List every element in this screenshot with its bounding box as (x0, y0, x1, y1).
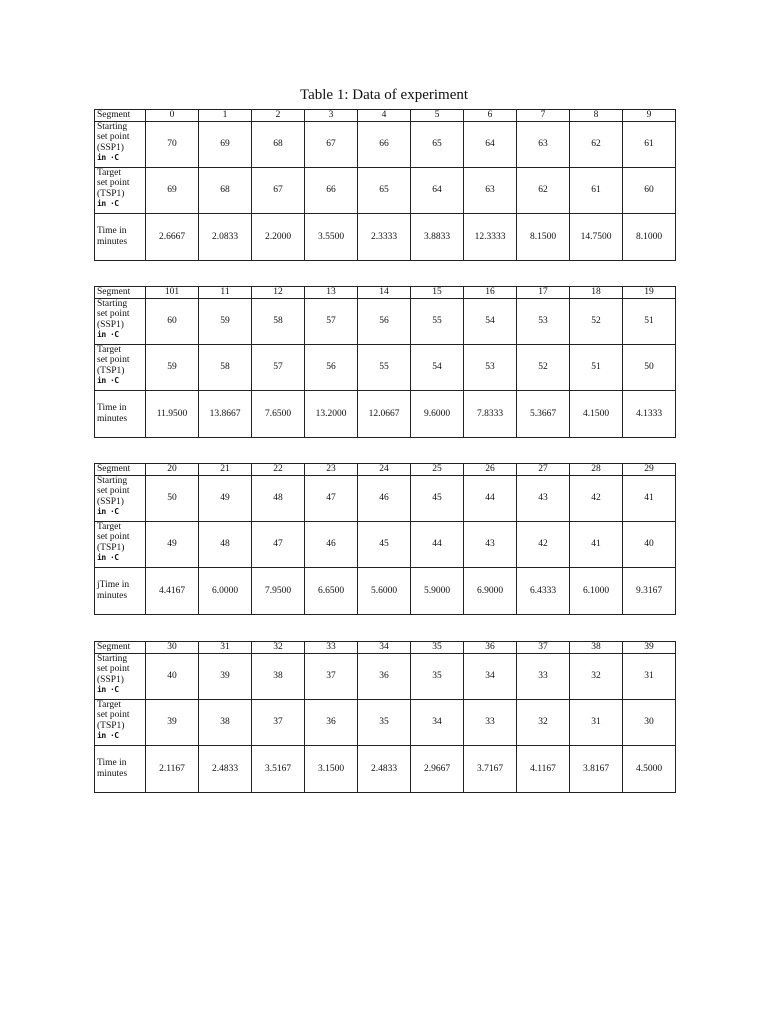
target-set-point-cell: 42 (517, 521, 570, 567)
segment-cell: 8 (570, 110, 623, 122)
starting-set-point-cell: 69 (199, 121, 252, 167)
target-set-point-cell: 50 (623, 344, 676, 390)
data-table-2 (94, 286, 676, 438)
target-set-point-cell: 47 (252, 521, 305, 567)
starting-set-point-row (95, 298, 676, 344)
target-set-point-row (95, 167, 676, 213)
segment-cell: 22 (252, 464, 305, 476)
target-set-point-cell: 64 (411, 167, 464, 213)
target-set-point-cell: 52 (517, 344, 570, 390)
starting-set-point-cell: 38 (252, 653, 305, 699)
segment-row-label: Segment (95, 464, 146, 476)
starting-set-point-row-label (95, 475, 146, 521)
data-table-4 (94, 641, 676, 793)
starting-set-point-cell: 40 (146, 653, 199, 699)
time-label-line: minutes (97, 413, 128, 424)
starting-set-point-row-label (95, 653, 146, 699)
starting-set-point-cell: 37 (305, 653, 358, 699)
segment-cell: 23 (305, 464, 358, 476)
time-cell: 9.3167 (623, 567, 676, 614)
starting-set-point-label-line: set point (97, 486, 130, 496)
target-set-point-cell: 43 (464, 521, 517, 567)
time-cell: 7.8333 (464, 390, 517, 437)
starting-set-point-label-line: set point (97, 132, 130, 142)
starting-set-point-label-line: set point (97, 309, 130, 319)
target-set-point-cell: 55 (358, 344, 411, 390)
segment-cell: 3 (305, 110, 358, 122)
segment-row (95, 287, 676, 299)
time-cell: 4.1167 (517, 745, 570, 792)
target-set-point-label-line: (TSP1) (97, 542, 125, 553)
time-label-line: minutes (97, 768, 128, 779)
target-set-point-cell: 68 (199, 167, 252, 213)
starting-set-point-cell: 50 (146, 475, 199, 521)
starting-set-point-row (95, 121, 676, 167)
starting-set-point-label-line: (SSP1) (97, 496, 124, 507)
target-set-point-row (95, 344, 676, 390)
segment-cell: 6 (464, 110, 517, 122)
segment-cell: 29 (623, 464, 676, 476)
target-set-point-row-label (95, 521, 146, 567)
starting-set-point-cell: 59 (199, 298, 252, 344)
segment-cell: 14 (358, 287, 411, 299)
starting-set-point-label-line: Starting (97, 121, 128, 132)
time-cell: 6.0000 (199, 567, 252, 614)
time-cell: 6.4333 (517, 567, 570, 614)
starting-set-point-row-label (95, 121, 146, 167)
time-cell: 2.4833 (358, 745, 411, 792)
segment-cell: 27 (517, 464, 570, 476)
starting-set-point-cell: 36 (358, 653, 411, 699)
starting-set-point-cell: 31 (623, 653, 676, 699)
target-set-point-cell: 39 (146, 699, 199, 745)
target-set-point-cell: 41 (570, 521, 623, 567)
target-set-point-cell: 58 (199, 344, 252, 390)
segment-row-label: Segment (95, 642, 146, 654)
segment-cell: 101 (146, 287, 199, 299)
target-set-point-row (95, 699, 676, 745)
starting-set-point-cell: 56 (358, 298, 411, 344)
starting-set-point-cell: 55 (411, 298, 464, 344)
time-row (95, 745, 676, 792)
target-set-point-label-line: set point (97, 178, 130, 188)
target-set-point-cell: 53 (464, 344, 517, 390)
time-cell: 4.1333 (623, 390, 676, 437)
target-set-point-cell: 49 (146, 521, 199, 567)
time-cell: 9.6000 (411, 390, 464, 437)
starting-set-point-cell: 53 (517, 298, 570, 344)
starting-set-point-row-label (95, 298, 146, 344)
data-table-3 (94, 463, 676, 615)
time-cell: 5.9000 (411, 567, 464, 614)
starting-set-point-label-line: in ·C (97, 330, 119, 339)
segment-row (95, 464, 676, 476)
segment-cell: 11 (199, 287, 252, 299)
starting-set-point-cell: 47 (305, 475, 358, 521)
time-cell: 4.5000 (623, 745, 676, 792)
segment-cell: 4 (358, 110, 411, 122)
time-label-line: minutes (97, 590, 128, 601)
target-set-point-cell: 35 (358, 699, 411, 745)
segment-row-label: Segment (95, 110, 146, 122)
segment-cell: 19 (623, 287, 676, 299)
time-cell: 4.1500 (570, 390, 623, 437)
time-cell: 2.2000 (252, 213, 305, 260)
starting-set-point-label-line: Starting (97, 653, 128, 664)
segment-cell: 36 (464, 642, 517, 654)
time-label-line: Time in (97, 403, 127, 413)
table-caption: Table 1: Data of experiment (299, 87, 469, 103)
segment-cell: 25 (411, 464, 464, 476)
target-set-point-cell: 57 (252, 344, 305, 390)
target-set-point-cell: 59 (146, 344, 199, 390)
time-cell: 13.8667 (199, 390, 252, 437)
segment-cell: 28 (570, 464, 623, 476)
target-set-point-row-label (95, 167, 146, 213)
time-row-label (95, 213, 146, 260)
starting-set-point-cell: 34 (464, 653, 517, 699)
time-cell: 12.0667 (358, 390, 411, 437)
starting-set-point-label-line: (SSP1) (97, 142, 124, 153)
segment-row-label: Segment (95, 287, 146, 299)
time-cell: 3.5500 (305, 213, 358, 260)
starting-set-point-cell: 68 (252, 121, 305, 167)
target-set-point-cell: 37 (252, 699, 305, 745)
segment-cell: 1 (199, 110, 252, 122)
starting-set-point-cell: 63 (517, 121, 570, 167)
starting-set-point-cell: 52 (570, 298, 623, 344)
starting-set-point-cell: 51 (623, 298, 676, 344)
target-set-point-label-line: set point (97, 355, 130, 365)
segment-cell: 21 (199, 464, 252, 476)
target-set-point-cell: 45 (358, 521, 411, 567)
starting-set-point-label-line: Starting (97, 475, 128, 486)
starting-set-point-cell: 57 (305, 298, 358, 344)
target-set-point-label-line: Target (97, 167, 121, 178)
time-row (95, 213, 676, 260)
segment-cell: 26 (464, 464, 517, 476)
starting-set-point-cell: 48 (252, 475, 305, 521)
target-set-point-label-line: set point (97, 532, 130, 542)
starting-set-point-cell: 33 (517, 653, 570, 699)
segment-cell: 32 (252, 642, 305, 654)
starting-set-point-cell: 65 (411, 121, 464, 167)
segment-cell: 30 (146, 642, 199, 654)
segment-cell: 35 (411, 642, 464, 654)
segment-cell: 2 (252, 110, 305, 122)
starting-set-point-label-line: in ·C (97, 685, 119, 694)
starting-set-point-cell: 66 (358, 121, 411, 167)
target-set-point-cell: 51 (570, 344, 623, 390)
segment-cell: 37 (517, 642, 570, 654)
time-row (95, 567, 676, 614)
starting-set-point-cell: 35 (411, 653, 464, 699)
segment-cell: 5 (411, 110, 464, 122)
starting-set-point-cell: 39 (199, 653, 252, 699)
segment-cell: 20 (146, 464, 199, 476)
time-cell: 8.1000 (623, 213, 676, 260)
starting-set-point-cell: 58 (252, 298, 305, 344)
segment-cell: 17 (517, 287, 570, 299)
starting-set-point-label-line: (SSP1) (97, 674, 124, 685)
target-set-point-cell: 46 (305, 521, 358, 567)
starting-set-point-cell: 62 (570, 121, 623, 167)
time-cell: 5.6000 (358, 567, 411, 614)
target-set-point-row-label (95, 344, 146, 390)
target-set-point-cell: 32 (517, 699, 570, 745)
time-cell: 2.4833 (199, 745, 252, 792)
time-cell: 13.2000 (305, 390, 358, 437)
segment-cell: 18 (570, 287, 623, 299)
starting-set-point-row (95, 475, 676, 521)
time-cell: 7.9500 (252, 567, 305, 614)
target-set-point-cell: 60 (623, 167, 676, 213)
time-label-line: minutes (97, 236, 128, 247)
time-cell: 3.5167 (252, 745, 305, 792)
segment-cell: 33 (305, 642, 358, 654)
segment-cell: 34 (358, 642, 411, 654)
segment-row (95, 110, 676, 122)
time-cell: 2.3333 (358, 213, 411, 260)
segment-cell: 0 (146, 110, 199, 122)
time-cell: 7.6500 (252, 390, 305, 437)
target-set-point-cell: 56 (305, 344, 358, 390)
target-set-point-cell: 63 (464, 167, 517, 213)
target-set-point-label-line: (TSP1) (97, 720, 125, 731)
target-set-point-cell: 40 (623, 521, 676, 567)
starting-set-point-cell: 67 (305, 121, 358, 167)
target-set-point-cell: 65 (358, 167, 411, 213)
starting-set-point-cell: 44 (464, 475, 517, 521)
target-set-point-label-line: set point (97, 710, 130, 720)
time-row-label (95, 745, 146, 792)
target-set-point-cell: 48 (199, 521, 252, 567)
time-row (95, 390, 676, 437)
target-set-point-row (95, 521, 676, 567)
time-row-label (95, 567, 146, 614)
starting-set-point-cell: 46 (358, 475, 411, 521)
starting-set-point-label-line: Starting (97, 298, 128, 309)
segment-cell: 31 (199, 642, 252, 654)
starting-set-point-cell: 41 (623, 475, 676, 521)
target-set-point-cell: 33 (464, 699, 517, 745)
target-set-point-cell: 67 (252, 167, 305, 213)
time-label-line: Time in (97, 226, 127, 236)
time-cell: 11.9500 (146, 390, 199, 437)
target-set-point-label-line: Target (97, 521, 121, 532)
time-cell: 3.7167 (464, 745, 517, 792)
target-set-point-cell: 54 (411, 344, 464, 390)
target-set-point-row-label (95, 699, 146, 745)
segment-cell: 13 (305, 287, 358, 299)
time-cell: 14.7500 (570, 213, 623, 260)
segment-row (95, 642, 676, 654)
starting-set-point-row (95, 653, 676, 699)
time-cell: 2.9667 (411, 745, 464, 792)
time-cell: 3.8833 (411, 213, 464, 260)
segment-cell: 24 (358, 464, 411, 476)
time-cell: 2.0833 (199, 213, 252, 260)
starting-set-point-cell: 45 (411, 475, 464, 521)
target-set-point-cell: 62 (517, 167, 570, 213)
target-set-point-label-line: in ·C (97, 731, 119, 740)
starting-set-point-label-line: (SSP1) (97, 319, 124, 330)
starting-set-point-cell: 54 (464, 298, 517, 344)
target-set-point-cell: 69 (146, 167, 199, 213)
target-set-point-cell: 44 (411, 521, 464, 567)
time-cell: 3.1500 (305, 745, 358, 792)
target-set-point-label-line: (TSP1) (97, 188, 125, 199)
target-set-point-label-line: in ·C (97, 553, 119, 562)
starting-set-point-label-line: in ·C (97, 153, 119, 162)
target-set-point-cell: 31 (570, 699, 623, 745)
target-set-point-cell: 38 (199, 699, 252, 745)
data-table-1 (94, 109, 676, 261)
time-cell: 12.3333 (464, 213, 517, 260)
time-cell: 6.9000 (464, 567, 517, 614)
target-set-point-label-line: in ·C (97, 199, 119, 208)
segment-cell: 38 (570, 642, 623, 654)
starting-set-point-cell: 43 (517, 475, 570, 521)
starting-set-point-cell: 70 (146, 121, 199, 167)
starting-set-point-cell: 61 (623, 121, 676, 167)
target-set-point-cell: 30 (623, 699, 676, 745)
segment-cell: 12 (252, 287, 305, 299)
segment-cell: 9 (623, 110, 676, 122)
segment-cell: 39 (623, 642, 676, 654)
target-set-point-cell: 66 (305, 167, 358, 213)
segment-cell: 15 (411, 287, 464, 299)
target-set-point-cell: 34 (411, 699, 464, 745)
starting-set-point-cell: 42 (570, 475, 623, 521)
time-cell: 6.1000 (570, 567, 623, 614)
time-label-line: jTime in (97, 580, 130, 590)
target-set-point-cell: 61 (570, 167, 623, 213)
target-set-point-label-line: Target (97, 699, 121, 710)
starting-set-point-cell: 60 (146, 298, 199, 344)
target-set-point-label-line: in ·C (97, 376, 119, 385)
segment-cell: 16 (464, 287, 517, 299)
time-cell: 4.4167 (146, 567, 199, 614)
starting-set-point-cell: 32 (570, 653, 623, 699)
target-set-point-cell: 36 (305, 699, 358, 745)
time-cell: 2.1167 (146, 745, 199, 792)
starting-set-point-label-line: set point (97, 664, 130, 674)
time-cell: 2.6667 (146, 213, 199, 260)
target-set-point-label-line: (TSP1) (97, 365, 125, 376)
time-cell: 5.3667 (517, 390, 570, 437)
time-cell: 6.6500 (305, 567, 358, 614)
starting-set-point-label-line: in ·C (97, 507, 119, 516)
time-label-line: Time in (97, 758, 127, 768)
time-row-label (95, 390, 146, 437)
starting-set-point-cell: 49 (199, 475, 252, 521)
time-cell: 8.1500 (517, 213, 570, 260)
segment-cell: 7 (517, 110, 570, 122)
time-cell: 3.8167 (570, 745, 623, 792)
target-set-point-label-line: Target (97, 344, 121, 355)
starting-set-point-cell: 64 (464, 121, 517, 167)
